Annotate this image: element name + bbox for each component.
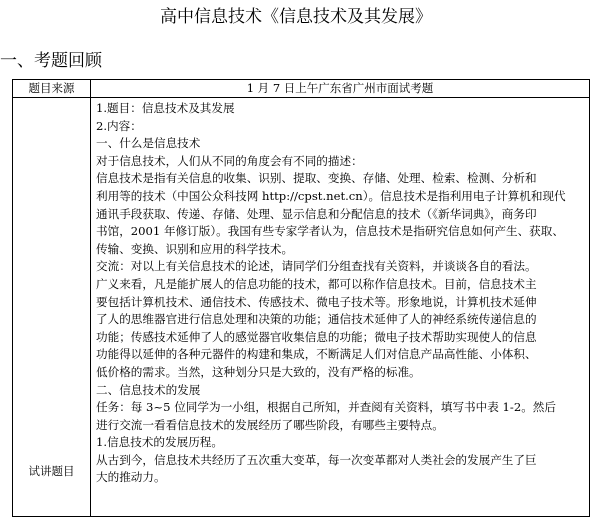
- content-line: 大的推动力。: [96, 470, 166, 485]
- content-line: 了人的思维器官进行信息处理和决策的功能；通信技术延伸了人的神经系统传递信息的: [96, 312, 537, 327]
- table-row: [13, 98, 590, 517]
- content-line: 从古到今，信息技术共经历了五次重大变革，每一次变革都对人类社会的发展产生了巨: [96, 452, 537, 467]
- topic-content-cell: [91, 98, 590, 517]
- content-line: 交流：对以上有关信息技术的论述，请同学们分组查找有关资料，并谈谈各自的看法。: [96, 259, 537, 274]
- content-line: 传输、变换、识别和应用的科学技术。: [96, 241, 294, 256]
- content-line: 利用等的技术（中国公众科技网 http://cpst.net.cn）。信息技术是指利用电子计算机和现代: [96, 188, 566, 203]
- content-line: 任务：每 3~5 位同学为一小组，根据自己所知，并查阅有关资料，填写书中表 1-2。然后: [96, 400, 556, 415]
- content-line: 1.信息技术的发展历程。: [96, 435, 223, 450]
- topic-label-cell: [13, 98, 91, 517]
- section-heading: 一、考题回顾: [0, 51, 102, 71]
- content-line: 通讯手段获取、传递、存储、处理、显示信息和分配信息的技术（《新华词典》，商务印: [96, 206, 537, 221]
- content-line: 2.内容：: [96, 118, 142, 133]
- exam-info-table: [12, 79, 590, 517]
- table-header-row: [13, 80, 590, 98]
- source-label-cell: 题目来源: [13, 80, 91, 98]
- content-line: 进行交流一看看信息技术的发展经历了哪些阶段，有哪些主要特点。: [96, 417, 444, 432]
- content-line: 书馆，2001 年修订版）。我国有些专家学者认为，信息技术是指研究信息如何产生、获取、: [96, 224, 564, 239]
- topic-label: 试讲题目: [28, 464, 75, 478]
- content-line: 低价格的需求。当然，这种划分只是大致的，没有严格的标准。: [96, 364, 421, 379]
- content-line: 功能得以延伸的各种元器件的构建和集成，不断满足人们对信息产品高性能、小体积、: [96, 347, 537, 362]
- content-line: 信息技术是指有关信息的收集、识别、提取、变换、存储、处理、检索、检测、分析和: [96, 171, 537, 186]
- content-line: 广义来看，凡是能扩展人的信息功能的技术，都可以称作信息技术。目前，信息技术主: [96, 276, 537, 291]
- content-line: 二、信息技术的发展: [96, 382, 201, 397]
- content-line: 功能；传感技术延伸了人的感觉器官收集信息的功能；微电子技术帮助实现使人的信息: [96, 329, 537, 344]
- document-title: 高中信息技术《信息技术及其发展》: [160, 7, 432, 27]
- content-line: 一、什么是信息技术: [96, 136, 201, 151]
- source-value-cell: 1 月 7 日上午广东省广州市面试考题: [91, 80, 590, 98]
- content-line: 1.题目：信息技术及其发展: [96, 101, 235, 115]
- content-line: 要包括计算机技术、通信技术、传感技术、微电子技术等。形象地说，计算机技术延伸: [96, 294, 537, 309]
- content-line: 对于信息技术，人们从不同的角度会有不同的描述：: [96, 153, 363, 168]
